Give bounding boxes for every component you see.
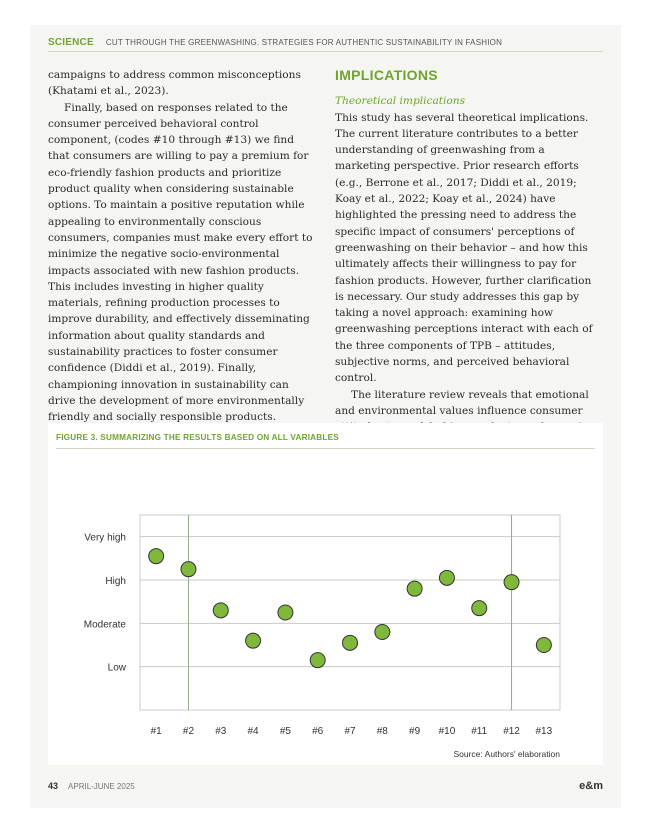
data-point [310, 653, 325, 668]
data-point [439, 570, 454, 585]
x-tick-label: #11 [471, 726, 488, 737]
x-tick-label: #6 [312, 726, 324, 737]
section-label: SCIENCE [48, 36, 94, 48]
plot-frame [140, 515, 560, 710]
y-tick-label: Low [107, 662, 126, 674]
issue-date: APRIL-JUNE 2025 [68, 781, 135, 791]
x-tick-label: #1 [150, 726, 162, 737]
journal-logo: e&m [579, 780, 603, 792]
page-footer [48, 780, 603, 792]
data-point [278, 605, 293, 620]
x-tick-label: #7 [344, 726, 356, 737]
x-tick-label: #4 [247, 726, 259, 737]
data-point [246, 633, 261, 648]
right-column [335, 67, 603, 452]
data-point [504, 575, 519, 590]
paragraph: This study has several theoretical implications. The current literature contributes to a better understanding of greenwashing from a marketing perspective. Prior research efforts (e.g., Berrone et al., 2017; Diddi et al., 2019; Koay et al., 2022; Koay et al., 2024) have highlighted the pressing need to address the specific impact of consumers' perceptions of greenwashing on their behavior – and how this ultimately affects their willingness to pay for fashion products. However, further clarification is necessary. Our study addresses this gap by taking a novel approach: examining how greenwashing perceptions interact with each of the three components of TPB – attitudes, subjective norms, and perceived behavioral control. [335, 111, 593, 385]
x-tick-label: #8 [376, 726, 388, 737]
x-tick-label: #9 [409, 726, 421, 737]
paragraph: Finally, based on responses related to the consumer perceived behavioral control component, (codes #10 through #13) we find that consumers are willing to pay a premium for eco-friendly fashion products and prioritize product quality when considering sustainable options. To maintain a positive reputation while appealing to environmentally conscious consumers, companies must make every effort to minimize the negative socio-environmental impacts associated with new fashion products. This includes investing in higher quality materials, refining production processes to improve durability, and effectively disseminating information about quality standards and sustainability practices to foster consumer confidence (Diddi et al., 2019). Finally, championing innovation in sustainability can drive the development of more environmentally friendly and socially responsible products. [48, 101, 313, 424]
figure-source: Source: Authors' elaboration [453, 749, 560, 759]
y-tick-label: Moderate [83, 619, 126, 631]
scatter-chart [48, 423, 603, 765]
paragraph: The literature review reveals that emotional and environmental values influence consumer [335, 388, 589, 417]
x-tick-label: #13 [535, 726, 553, 737]
y-tick-label: High [105, 576, 126, 587]
figure-title: FIGURE 3. SUMMARIZING THE RESULTS BASED ON ALL VARIABLES [56, 433, 595, 449]
x-tick-label: #10 [438, 726, 456, 737]
data-point [343, 635, 358, 650]
data-point [472, 601, 487, 616]
page-number: 43 [48, 781, 59, 791]
data-point [149, 549, 164, 564]
y-tick-label: Very high [84, 532, 126, 544]
paragraph: campaigns to address common misconceptions (Khatami et al., 2023). [48, 69, 301, 98]
data-point [213, 603, 228, 618]
data-point [181, 562, 196, 577]
left-column [48, 67, 316, 426]
data-point [407, 581, 422, 596]
subsection-heading: Theoretical implications [335, 95, 466, 108]
x-tick-label: #3 [215, 726, 227, 737]
page [30, 25, 621, 808]
figure [48, 423, 603, 765]
data-point [536, 638, 551, 653]
x-tick-label: #5 [279, 726, 291, 737]
article-title: CUT THROUGH THE GREENWASHING. STRATEGIES FOR AUTHENTIC SUSTAINABILITY IN FASHION [105, 37, 503, 47]
x-tick-label: #2 [182, 726, 195, 737]
running-header [48, 33, 603, 52]
x-tick-label: #12 [503, 726, 520, 737]
section-heading: IMPLICATIONS [335, 67, 438, 83]
data-point [375, 625, 390, 640]
